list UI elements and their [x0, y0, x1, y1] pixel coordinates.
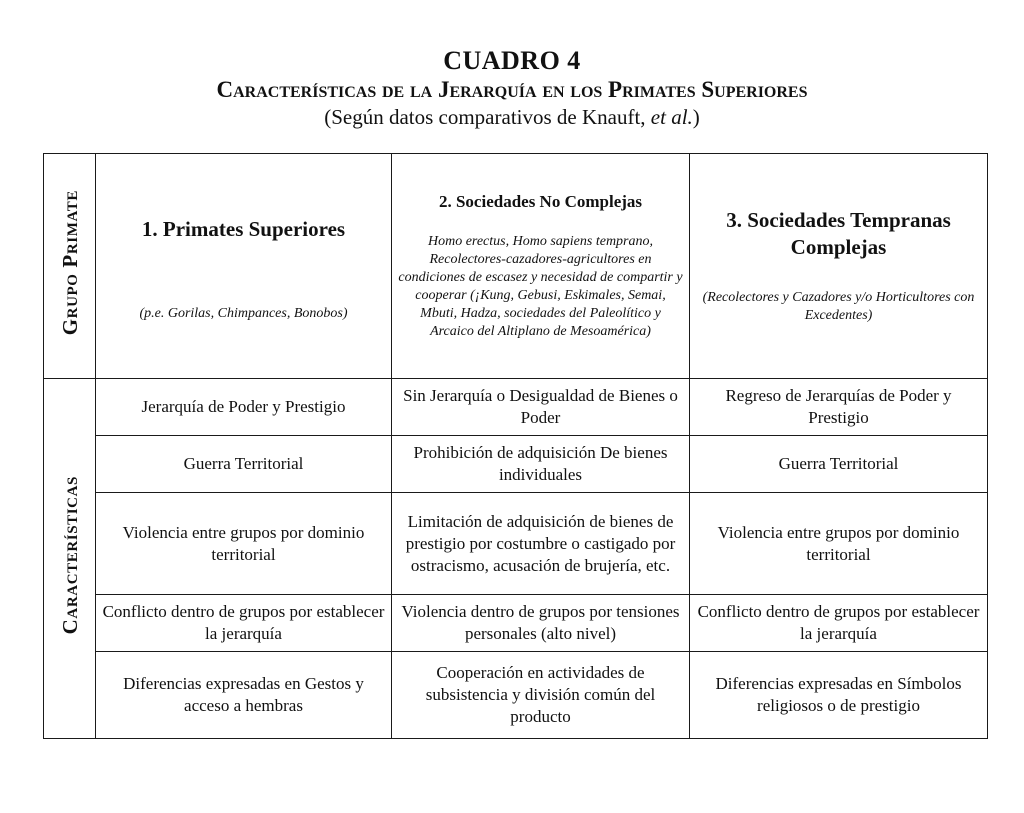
column-title-2: 2. Sociedades No Complejas: [438, 192, 643, 211]
table-row: [44, 595, 988, 652]
column-header-3: [690, 154, 988, 379]
table-row: [44, 436, 988, 493]
table-row: [44, 379, 988, 436]
table-cell: Guerra Territorial: [690, 436, 988, 493]
column-title-1: 1. Primates Superiores: [141, 216, 346, 241]
source-prefix: (Según datos comparativos de Knauft,: [324, 105, 651, 129]
table-cell: Guerra Territorial: [96, 436, 392, 493]
table-cell: Diferencias expresadas en Símbolos religiosos o de prestigio: [690, 652, 988, 739]
column-desc-3: (Recolectores y Cazadores y/o Horticultores con Excedentes): [702, 290, 975, 323]
characteristics-label: Características: [57, 476, 82, 635]
table-cell: Sin Jerarquía o Desigualdad de Bienes o Poder: [392, 379, 690, 436]
table-subtitle: Características de la Jerarquía en los Primates Superiores: [216, 77, 808, 102]
table-cell: Cooperación en actividades de subsistencia y división común del producto: [392, 652, 690, 739]
source-suffix: ): [692, 105, 700, 129]
characteristics-label-cell: [44, 379, 96, 739]
table-cell: Diferencias expresadas en Gestos y acceso a hembras: [96, 652, 392, 739]
column-desc-1: (p.e. Gorilas, Chimpances, Bonobos): [139, 305, 348, 321]
group-label: Grupo Primate: [57, 190, 82, 336]
column-header-1: [96, 154, 392, 379]
table-cell: Limitación de adquisición de bienes de prestigio por costumbre o castigado por ostracismo, acusación de brujería, etc.: [392, 493, 690, 595]
table-cell: Violencia dentro de grupos por tensiones personales (alto nivel): [392, 595, 690, 652]
table-cell: Prohibición de adquisición De bienes individuales: [392, 436, 690, 493]
table-row: [44, 652, 988, 739]
table-cell: Jerarquía de Poder y Prestigio: [96, 379, 392, 436]
table-title: CUADRO 4: [443, 46, 581, 75]
column-title-3: 3. Sociedades Tempranas Complejas: [726, 208, 951, 259]
table-cell: Conflicto dentro de grupos por establecer la jerarquía: [690, 595, 988, 652]
table-cell: Violencia entre grupos por dominio territorial: [96, 493, 392, 595]
column-desc-2: Homo erectus, Homo sapiens temprano, Recolectores-cazadores-agricultores en condiciones de escasez y necesidad de compartir y cooperar (¡Kung, Gebusi, Eskimales, Semai, Mbuti, Hadza, sociedades del Paleolítico y Arcaico del Altiplano de Mesoamérica): [398, 234, 683, 339]
hierarchy-table: [43, 153, 988, 739]
group-label-cell: [44, 154, 96, 379]
table-header: [0, 46, 1024, 130]
table-cell: Violencia entre grupos por dominio territorial: [690, 493, 988, 595]
table-cell: Regreso de Jerarquías de Poder y Prestigio: [690, 379, 988, 436]
table-source: [0, 104, 1024, 130]
source-italic: et al.: [650, 105, 693, 129]
column-header-2: [392, 154, 690, 379]
header-row: [44, 154, 988, 379]
table-cell: Conflicto dentro de grupos por establecer la jerarquía: [96, 595, 392, 652]
table-row: [44, 493, 988, 595]
